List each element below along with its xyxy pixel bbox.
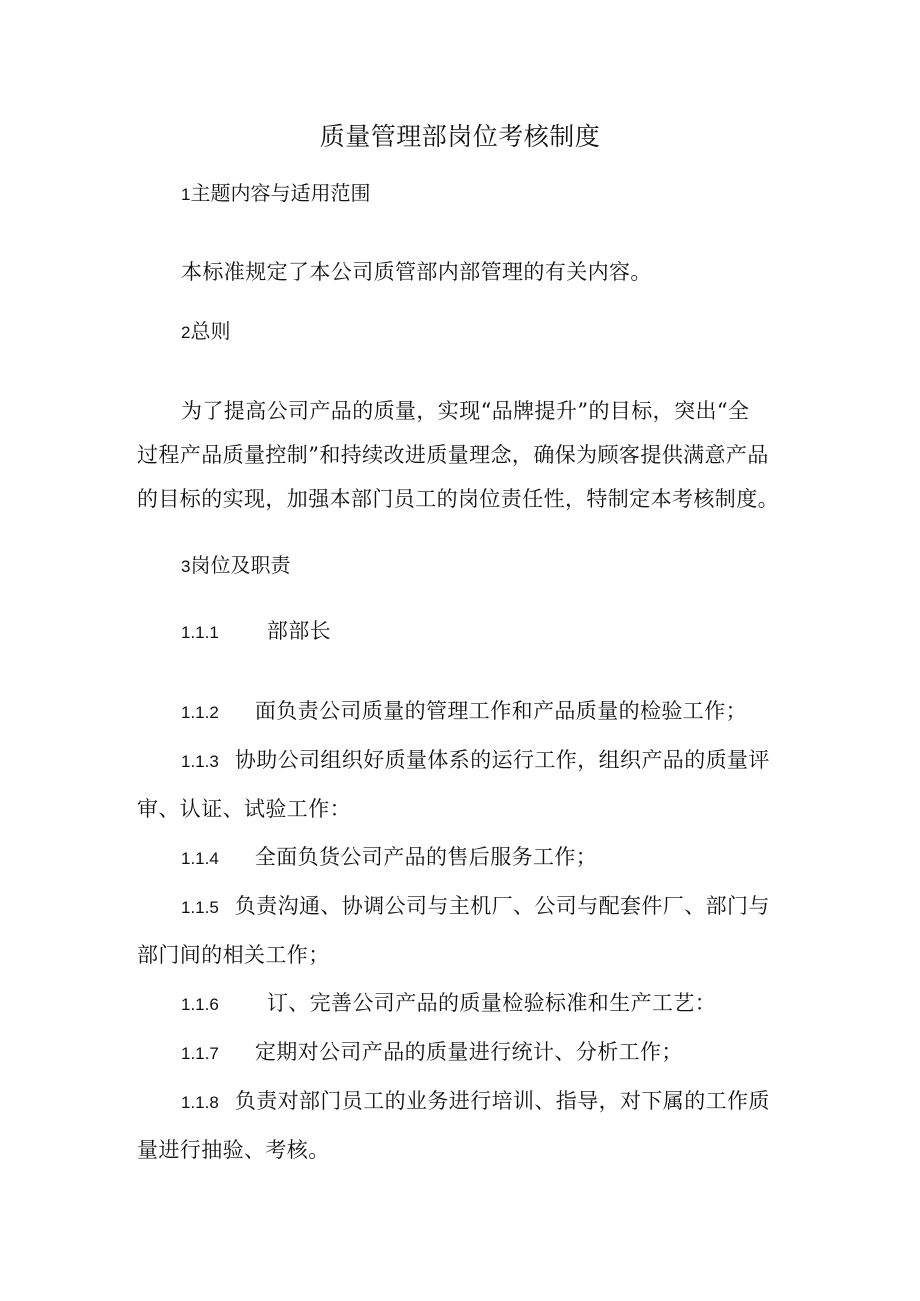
item-number: 1.1.7 <box>181 1044 219 1063</box>
section-1-text-line: 本标准规定了本公司质管部内部管理的有关内容。 <box>181 260 652 284</box>
item-text: 量进行抽验、考核。 <box>137 1138 330 1162</box>
item-number: 1.1.4 <box>181 849 219 868</box>
item-text: 部门间的相关工作； <box>137 943 330 967</box>
section-2-paragraph <box>137 391 787 520</box>
item-text: 面负责公司质量的管理工作和产品质量的检验工作； <box>254 699 748 723</box>
section-1-heading <box>181 178 370 210</box>
item-number: 1.1.6 <box>181 995 219 1014</box>
item-text: 定期对公司产品的质量进行统计、分析工作； <box>254 1040 683 1064</box>
item-number: 1.1.1 <box>181 623 219 642</box>
list-item <box>137 740 787 830</box>
item-text: 订、完善公司产品的质量检验标准和生产工艺： <box>266 991 717 1015</box>
item-text: 审、认证、试验工作： <box>137 797 351 821</box>
list-item <box>137 691 787 733</box>
item-number: 1.1.3 <box>181 752 219 771</box>
list-item <box>137 837 787 879</box>
list-item <box>137 611 787 653</box>
section-1-text <box>137 252 787 293</box>
section-2-line: 为了提高公司产品的质量，实现“品牌提升”的目标，突出“全 <box>181 399 750 423</box>
document-title: 质量管理部岗位考核制度 <box>319 122 601 151</box>
item-text: 全面负货公司产品的售后服务工作； <box>254 845 598 869</box>
item-text: 部部长 <box>266 619 332 643</box>
section-3-number: 3 <box>181 557 191 576</box>
section-3-heading <box>181 550 290 582</box>
item-text: 负责对部门员工的业务进行培训、指导，对下属的工作质 <box>234 1089 770 1113</box>
list-item <box>137 886 787 976</box>
section-2-number: 2 <box>181 323 191 342</box>
item-number: 1.1.5 <box>181 898 219 917</box>
section-2-line: 过程产品质量控制”和持续改进质量理念，确保为顾客提供满意产品 <box>137 443 769 467</box>
section-2-heading <box>181 316 230 348</box>
item-number: 1.1.2 <box>181 703 219 722</box>
section-2-line: 的目标的实现，加强本部门员工的岗位责任性，特制定本考核制度。 <box>137 487 779 511</box>
section-1-number: 1 <box>181 185 191 204</box>
list-item <box>137 1081 787 1171</box>
section-3-heading-text: 岗位及职责 <box>190 553 291 577</box>
section-1-heading-text: 主题内容与适用范围 <box>190 181 371 205</box>
item-text: 协助公司组织好质量体系的运行工作，组织产品的质量评 <box>234 748 770 772</box>
list-item <box>137 1032 787 1074</box>
list-item <box>137 983 787 1025</box>
item-text: 负责沟通、协调公司与主机厂、公司与配套件厂、部门与 <box>234 894 770 918</box>
item-number: 1.1.8 <box>181 1093 219 1112</box>
section-2-heading-text: 总则 <box>190 319 231 343</box>
